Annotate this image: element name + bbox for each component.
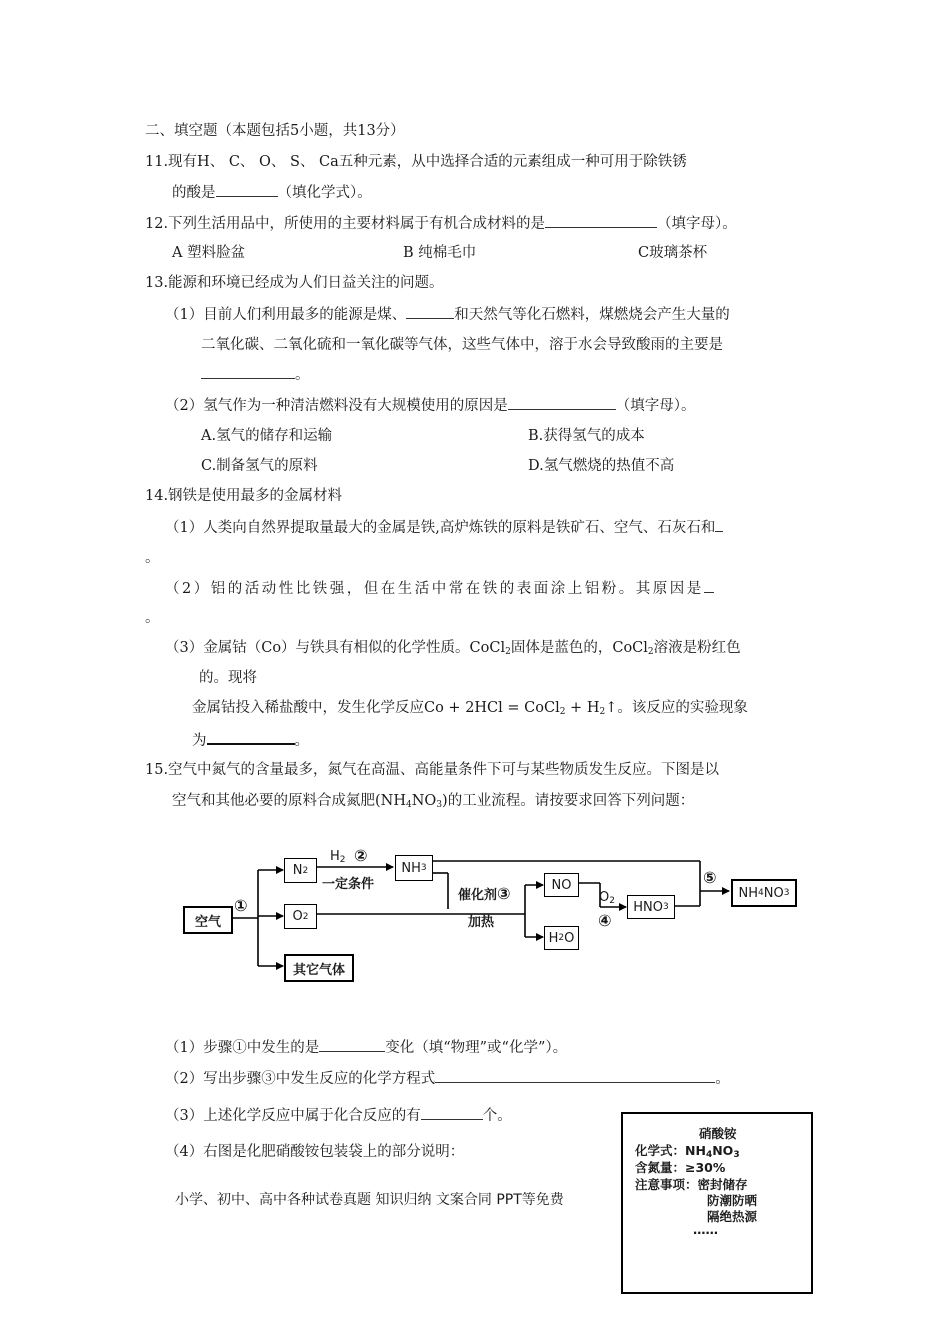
q14-text: + H bbox=[565, 700, 600, 716]
box-hno3 bbox=[627, 895, 675, 919]
q14-text: ↑。该反应的实验现象 bbox=[605, 700, 748, 716]
subscript: 4 bbox=[705, 1150, 713, 1160]
q15-p4: （4）右图是化肥硝酸铵包装袋上的部分说明： bbox=[165, 1144, 465, 1160]
q13-option-a: A.氢气的储存和运输 bbox=[201, 428, 333, 444]
q15-p3-blank[interactable] bbox=[421, 1105, 483, 1120]
nh4no3-symbol-b: NO bbox=[763, 885, 784, 901]
formula-b: NO bbox=[712, 1143, 734, 1158]
step5-marker: ⑤ bbox=[703, 868, 717, 887]
box-air bbox=[183, 906, 233, 934]
box-n2 bbox=[284, 858, 317, 883]
o2-reagent-label bbox=[599, 890, 615, 906]
no-symbol: NO bbox=[551, 877, 572, 893]
q13-option-b: B.获得氢气的成本 bbox=[528, 428, 645, 444]
step2-marker: ② bbox=[354, 846, 368, 865]
q15-line1: 15.空气中氮气的含量最多，氮气在高温、高能量条件下可与某些物质发生反应。下图是以 bbox=[145, 762, 720, 778]
q13-p1-line2: 二氧化碳、二氧化硫和一氧化碳等气体，这些气体中，溶于水会导致酸雨的主要是 bbox=[201, 337, 723, 353]
fertilizer-label-box bbox=[621, 1112, 813, 1294]
box-h2o bbox=[544, 926, 579, 950]
subscript: 2 bbox=[302, 865, 309, 876]
q11-line1: 11.现有H、 C、 O、 S、 Ca五种元素，从中选择合适的元素组成一种可用于除铁锈 bbox=[145, 154, 687, 170]
formula-label: 化学式： bbox=[635, 1143, 686, 1158]
q12-text: （填字母）。 bbox=[657, 216, 737, 232]
step1-marker: ① bbox=[234, 896, 248, 915]
subscript: 3 bbox=[663, 902, 669, 912]
q11-text: （填化学式）。 bbox=[277, 185, 372, 201]
q15-text: （3）上述化学反应中属于化合反应的有 bbox=[165, 1108, 421, 1124]
nh4no3-symbol-a: NH bbox=[738, 885, 759, 901]
q12-option-c: C玻璃茶杯 bbox=[638, 245, 708, 261]
q15-text: （1）步骤①中发生的是 bbox=[165, 1040, 320, 1056]
hno3-symbol: HNO bbox=[633, 899, 663, 915]
subscript: 4 bbox=[758, 888, 764, 898]
q15-p2-blank[interactable] bbox=[435, 1068, 715, 1083]
other-gases-label: 其它气体 bbox=[292, 962, 345, 978]
fertilizer-n-content: 含氮量：≥30% bbox=[635, 1160, 726, 1175]
box-o2 bbox=[284, 904, 317, 929]
subscript: 2 bbox=[647, 647, 654, 657]
q14-text: 。 bbox=[294, 733, 309, 749]
box-nh3 bbox=[395, 855, 433, 881]
subscript: 3 bbox=[420, 863, 427, 873]
section-title: 二、填空题（本题包括5小题，共13分） bbox=[145, 123, 405, 139]
q13-option-d: D.氢气燃烧的热值不高 bbox=[528, 458, 675, 474]
n2-symbol: N bbox=[292, 863, 303, 878]
q14-stem: 14.钢铁是使用最多的金属材料 bbox=[145, 488, 343, 504]
q15-p1-blank[interactable] bbox=[319, 1037, 385, 1052]
subscript: 2 bbox=[559, 707, 566, 717]
q14-text: 金属钴投入稀盐酸中，发生化学反应Co + 2HCl = CoCl bbox=[192, 700, 560, 716]
q12-option-a: A 塑料脸盆 bbox=[172, 245, 246, 261]
q15-text: )的工业流程。请按要求回答下列问题： bbox=[442, 793, 695, 809]
q13-stem: 13.能源和环境已经成为人们日益关注的问题。 bbox=[145, 275, 444, 291]
q15-text: （2）写出步骤③中发生反应的化学方程式 bbox=[165, 1071, 436, 1087]
subscript: 2 bbox=[339, 855, 346, 865]
note-1: 密封储存 bbox=[697, 1177, 748, 1192]
q13-option-c: C.制备氢气的原料 bbox=[201, 458, 318, 474]
catalyst-text: 催化剂 bbox=[458, 888, 498, 903]
catalyst-label bbox=[458, 884, 511, 903]
q14-text: 固体是蓝色的，CoCl bbox=[510, 640, 648, 656]
box-nh4no3 bbox=[731, 879, 797, 907]
q13-text: （2）氢气作为一种清洁燃料没有大规模使用的原因是 bbox=[165, 398, 508, 414]
q15-text: 空气和其他必要的原料合成氮肥(NH bbox=[172, 793, 406, 809]
q14-text: （3）金属钴（Co）与铁具有相似的化学性质。CoCl bbox=[165, 640, 506, 656]
q15-text: 变化（填“物理”或“化学”）。 bbox=[385, 1040, 568, 1056]
note-ellipsis: …… bbox=[693, 1222, 718, 1237]
q13-text: （1）目前人们利用最多的能源是煤、 bbox=[165, 307, 407, 323]
h2o-symbol-o: O bbox=[564, 930, 575, 946]
step3-marker: ③ bbox=[497, 884, 511, 903]
subscript: 2 bbox=[558, 933, 565, 943]
q15-p3 bbox=[165, 1105, 512, 1126]
subscript: 3 bbox=[783, 888, 790, 898]
q14-p2-line2: 。 bbox=[145, 610, 160, 626]
box-air-label: 空气 bbox=[194, 914, 221, 930]
box-other-gases bbox=[284, 954, 354, 982]
q14-p3-line2: 的。现将 bbox=[199, 670, 257, 686]
q15-text: 个。 bbox=[482, 1108, 512, 1124]
footer-text: 小学、初中、高中各种试卷真题 知识归纳 文案合同 PPT等免费 bbox=[175, 1192, 564, 1208]
subscript: 3 bbox=[733, 1150, 740, 1160]
o2-symbol: O bbox=[292, 909, 303, 924]
q14-text: 为 bbox=[192, 733, 207, 749]
q15-p1 bbox=[165, 1037, 567, 1058]
o2-reagent-symbol: O bbox=[599, 890, 610, 905]
q11-text: 的酸是 bbox=[172, 185, 216, 201]
subscript: 2 bbox=[505, 647, 511, 657]
subscript: 3 bbox=[436, 800, 443, 810]
condition-label: 一定条件 bbox=[322, 877, 375, 892]
q13-text: 和天然气等化石燃料，煤燃烧会产生大量的 bbox=[454, 307, 730, 323]
q13-text: （填字母）。 bbox=[615, 398, 696, 414]
q15-p2 bbox=[165, 1068, 730, 1089]
h2-reagent-label bbox=[330, 849, 346, 865]
box-no bbox=[544, 873, 579, 897]
q14-p1-line2: 。 bbox=[145, 550, 160, 566]
heat-label: 加热 bbox=[468, 915, 495, 930]
notes-label: 注意事项： bbox=[635, 1177, 698, 1192]
q15-text: NO bbox=[411, 793, 437, 809]
formula-a: NH bbox=[685, 1143, 706, 1158]
q13-text: 。 bbox=[295, 367, 310, 383]
q15-text: 。 bbox=[715, 1071, 730, 1087]
q12-option-b: B 纯棉毛巾 bbox=[403, 245, 477, 261]
q14-text: （1）人类向自然界提取量最大的金属是铁,高炉炼铁的原料是铁矿石、空气、石灰石和 bbox=[165, 520, 716, 536]
note-3: 隔绝热源 bbox=[707, 1209, 758, 1224]
step4-marker: ④ bbox=[598, 911, 612, 930]
subscript: 2 bbox=[599, 707, 606, 717]
q14-text: 溶液是粉红色 bbox=[653, 640, 741, 656]
subscript: 2 bbox=[302, 911, 309, 922]
h2o-symbol-h: H bbox=[548, 930, 559, 946]
subscript: 4 bbox=[406, 800, 412, 810]
fertilizer-title: 硝酸铵 bbox=[699, 1126, 737, 1141]
subscript: 2 bbox=[609, 896, 615, 906]
q12-text: 12.下列生活用品中，所使用的主要材料属于有机合成材料的是 bbox=[145, 216, 546, 232]
note-2: 防潮防晒 bbox=[707, 1193, 758, 1208]
q14-text: （2）铝的活动性比铁强，但在生活中常在铁的表面涂上铝粉。其原因是 bbox=[165, 581, 704, 597]
h2-symbol: H bbox=[330, 849, 340, 864]
nh3-symbol: NH bbox=[401, 860, 421, 876]
